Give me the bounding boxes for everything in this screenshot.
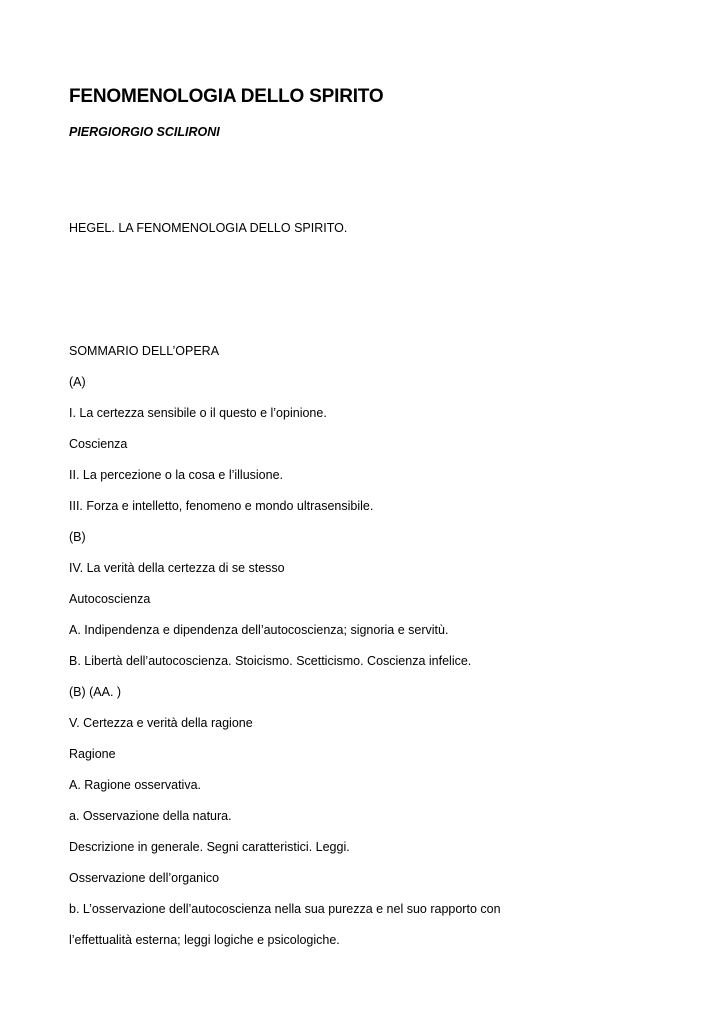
text-line: IV. La verità della certezza di se stesso bbox=[69, 561, 285, 575]
text-line: Osservazione dell’organico bbox=[69, 871, 220, 885]
text-line: A. Ragione osservativa. bbox=[69, 778, 202, 792]
text-line: A. Indipendenza e dipendenza dell’autocoscienza; signoria e servitù. bbox=[69, 623, 449, 637]
document-title: FENOMENOLOGIA DELLO SPIRITO bbox=[69, 86, 384, 107]
text-line: II. La percezione o la cosa e l’illusione. bbox=[69, 468, 284, 482]
document-author: PIERGIORGIO SCILIRONI bbox=[69, 125, 220, 139]
text-line: (B) bbox=[69, 530, 86, 544]
text-line: Descrizione in generale. Segni caratteristici. Leggi. bbox=[69, 840, 350, 854]
text-line: B. Libertà dell’autocoscienza. Stoicismo. Scetticismo. Coscienza infelice. bbox=[69, 654, 472, 668]
text-line: I. La certezza sensibile o il questo e l’opinione. bbox=[69, 406, 327, 420]
text-line: b. L’osservazione dell’autocoscienza nella sua purezza e nel suo rapporto con bbox=[69, 902, 501, 916]
text-line: SOMMARIO DELL’OPERA bbox=[69, 344, 220, 358]
text-line: Coscienza bbox=[69, 437, 128, 451]
text-line: a. Osservazione della natura. bbox=[69, 809, 232, 823]
document-heading: HEGEL. LA FENOMENOLOGIA DELLO SPIRITO. bbox=[69, 221, 348, 235]
text-line: l’effettualità esterna; leggi logiche e psicologiche. bbox=[69, 933, 340, 947]
text-line: III. Forza e intelletto, fenomeno e mondo ultrasensibile. bbox=[69, 499, 374, 513]
text-line: Ragione bbox=[69, 747, 116, 761]
text-line: (B) (AA. ) bbox=[69, 685, 122, 699]
text-line: V. Certezza e verità della ragione bbox=[69, 716, 253, 730]
text-line: Autocoscienza bbox=[69, 592, 151, 606]
text-line: (A) bbox=[69, 375, 86, 389]
